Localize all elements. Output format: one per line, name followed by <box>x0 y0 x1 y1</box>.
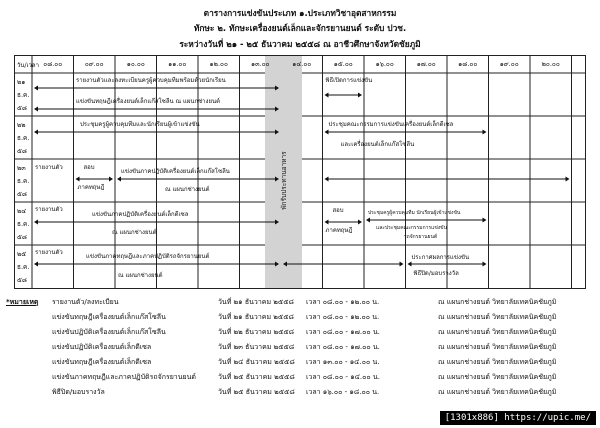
note-date: วันที่ ๒๕ ธันวาคม ๒๕๕๘ <box>218 388 295 396</box>
image-size-watermark: [1301x886] https://upic.me/ <box>440 411 596 425</box>
day-month: ธ.ค. <box>17 177 30 185</box>
event-location: ณ แผนกช่างยนต์ <box>118 272 163 279</box>
event-practical-diesel: แข่งขันภาคปฏิบัติเครื่องยนต์เล็กดีเซล <box>92 211 189 218</box>
notes-section <box>6 295 592 403</box>
day-year: ๕๘ <box>17 233 27 241</box>
event-diesel-committee-meeting: ประชุมคณะกรรมการแข่งขันเครื่องยนต์เล็กดีเซล <box>328 121 454 128</box>
day-year: ๕๘ <box>17 147 27 155</box>
note-date: วันที่ ๒๕ ธันวาคม ๒๕๕๘ <box>218 373 295 381</box>
event-practical-gasoline: แข่งขันภาคปฏิบัติเครื่องยนต์เล็กแก๊สโซลีน <box>121 168 230 175</box>
event-closing-ceremony: พิธีปิด/มอบรางวัล <box>413 270 459 277</box>
note-place: ณ แผนกช่างยนต์ วิทยาลัยเทคนิคชัยภูมิ <box>438 328 557 336</box>
note-event: รายงานตัว/ลงทะเบียน <box>52 298 119 306</box>
note-event: พิธีปิด/มอบรางวัล <box>52 388 105 396</box>
note-time: เวลา ๐๘.๐๐ - ๑๔.๐๐ น. <box>306 373 380 381</box>
note-time: เวลา ๐๘.๐๐ - ๑๒.๐๐ น. <box>306 313 380 321</box>
day-month: ธ.ค. <box>17 91 30 99</box>
note-date: วันที่ ๒๓ ธันวาคม ๒๕๕๘ <box>218 343 295 351</box>
event-location: ณ แผนกช่างยนต์ <box>165 186 210 193</box>
arrow-exam <box>76 177 114 182</box>
event-exam: สอบ <box>83 164 95 171</box>
event-team-meeting: ประชุมครูผู้ควบคุมทีมและนักเรียนผู้เข้าแข่งขัน <box>80 121 200 128</box>
day-year: ๕๘ <box>17 276 27 284</box>
notes-row <box>6 370 592 384</box>
day-number: ๒๑ <box>17 78 26 86</box>
note-date: วันที่ ๒๔ ธันวาคม ๒๕๕๘ <box>218 358 295 366</box>
schedule-grid <box>14 55 586 289</box>
time-header: ๐๘.๐๐ <box>43 60 63 68</box>
note-place: ณ แผนกช่างยนต์ วิทยาลัยเทคนิคชัยภูมิ <box>438 343 557 351</box>
notes-row <box>6 355 592 369</box>
day-number: ๒๔ <box>17 207 27 215</box>
arrow-motorcycle-meeting <box>366 218 487 223</box>
note-event: แข่งขันปฏิบัติเครื่องยนต์เล็กแก๊สโซลีน <box>52 328 166 336</box>
event-exam: สอบ <box>332 207 344 214</box>
day-year: ๕๘ <box>17 104 27 112</box>
event-location: ณ แผนกช่างยนต์ <box>112 229 157 236</box>
event-theory-part: ภาคทฤษฎี <box>325 227 353 234</box>
note-date: วันที่ ๒๒ ธันวาคม ๒๕๕๘ <box>218 328 295 336</box>
note-date: วันที่ ๒๑ ธันวาคม ๒๕๕๘ <box>218 313 294 321</box>
note-time: เวลา ๐๘.๐๐ - ๑๗.๐๐ น. <box>306 343 380 351</box>
notes-row <box>6 340 592 354</box>
note-place: ณ แผนกช่างยนต์ วิทยาลัยเทคนิคชัยภูมิ <box>438 373 557 381</box>
event-theory-part: ภาคทฤษฎี <box>77 184 105 191</box>
time-header: ๑๓.๐๐ <box>250 60 270 68</box>
note-place: ณ แผนกช่างยนต์ วิทยาลัยเทคนิคชัยภูมิ <box>438 358 557 366</box>
note-time: เวลา ๐๘.๐๐ - ๑๒.๐๐ น. <box>306 298 380 306</box>
event-check-in: รายงานตัว <box>35 206 63 213</box>
time-header: ๑๑.๐๐ <box>168 60 187 68</box>
corner-label: วัน/เวลา <box>17 62 39 69</box>
day-number: ๒๕ <box>17 250 27 258</box>
time-header: ๑๐.๐๐ <box>126 60 145 68</box>
time-header: ๑๔.๐๐ <box>292 60 312 68</box>
day-number: ๒๓ <box>17 164 26 172</box>
time-header: ๑๘.๐๐ <box>458 60 478 68</box>
arrow-opening-ceremony <box>325 93 363 98</box>
note-place: ณ แผนกช่างยนต์ วิทยาลัยเทคนิคชัยภูมิ <box>438 298 557 306</box>
event-gasoline-engine: และเครื่องยนต์เล็กแก๊สโซลีน <box>340 141 415 148</box>
event-theory-gasoline: แข่งขันทฤษฎีเครื่องยนต์เล็กแก๊สโซลีน ณ แผนกช่างยนต์ <box>76 98 220 105</box>
time-header: ๒๐.๐๐ <box>541 60 560 68</box>
notes-label: *หมายเหตุ <box>6 298 39 306</box>
lunch-label: พักรับประทานอาหาร <box>280 151 288 210</box>
event-motorcycle: รถจักรยานยนต์ <box>404 234 438 240</box>
event-check-in: รายงานตัว <box>35 164 63 171</box>
event-motorcycle-meeting: ประชุมครูผู้ควบคุมทีม นักเรียนผู้เข้าแข่งขัน <box>368 210 461 216</box>
notes-row <box>6 295 592 309</box>
event-opening-ceremony: พิธีเปิดการแข่งขัน <box>325 77 373 84</box>
day-number: ๒๒ <box>17 121 26 129</box>
time-header: ๑๗.๐๐ <box>416 60 436 68</box>
day-month: ธ.ค. <box>17 220 30 228</box>
day-month: ธ.ค. <box>17 134 30 142</box>
note-event: แข่งขันปฏิบัติเครื่องยนต์เล็กดีเซล <box>52 343 152 351</box>
note-event: แข่งขันทฤษฎีเครื่องยนต์เล็กแก๊สโซลีน <box>52 313 166 321</box>
note-place: ณ แผนกช่างยนต์ วิทยาลัยเทคนิคชัยภูมิ <box>438 313 557 321</box>
arrow-exam <box>325 220 363 225</box>
time-header: ๑๒.๐๐ <box>209 60 228 68</box>
note-event: แข่งขันภาคทฤษฎีและภาคปฏิบัติรถจักรยานยนต์ <box>52 373 196 381</box>
note-date: วันที่ ๒๑ ธันวาคม ๒๕๕๘ <box>218 298 294 306</box>
schedule-subtitle: ทักษะ ๒. ทักษะเครื่องยนต์เล็กและจักรยานยนต์ ระดับ ปวช. <box>193 23 407 33</box>
day-month: ธ.ค. <box>17 263 30 271</box>
note-event: แข่งขันทฤษฎีเครื่องยนต์เล็กดีเซล <box>52 358 152 366</box>
time-header: ๑๙.๐๐ <box>499 60 519 68</box>
note-time: เวลา ๐๘.๐๐ - ๑๗.๐๐ น. <box>306 328 380 336</box>
event-motorcycle-committee: และประชุมคณะกรรมการแข่งขัน <box>376 225 448 231</box>
time-header: ๐๙.๐๐ <box>84 60 104 68</box>
notes-row <box>6 385 592 399</box>
event-registration: รายงานตัวและลงทะเบียนครูผู้ควบคุมทีมพร้อมด้วยนักเรียน <box>76 77 226 84</box>
notes-row <box>6 310 592 324</box>
event-motorcycle-competition: แข่งขันภาคทฤษฎีและภาคปฏิบัติรถจักรยานยนต์ <box>86 253 210 260</box>
event-check-in: รายงานตัว <box>35 249 63 256</box>
day-year: ๕๘ <box>17 190 27 198</box>
note-time: เวลา ๑๓.๐๐ - ๑๔.๐๐ น. <box>306 358 380 366</box>
schedule-title: ตารางการแข่งขันประเภท ๑.ประเภทวิชาอุตสาหกรรม <box>203 8 397 18</box>
schedule-date-range: ระหว่างวันที่ ๒๑ - ๒๕ ธันวาคม ๒๕๕๘ ณ อาชีวศึกษาจังหวัดชัยภูมิ <box>179 39 421 49</box>
note-time: เวลา ๑๖.๐๐ - ๑๘.๐๐ น. <box>306 388 380 396</box>
time-header: ๑๕.๐๐ <box>333 60 353 68</box>
note-place: ณ แผนกช่างยนต์ วิทยาลัยเทคนิคชัยภูมิ <box>438 388 557 396</box>
notes-row <box>6 325 592 339</box>
time-header: ๑๖.๐๐ <box>375 60 394 68</box>
event-results: ประกาศผลการแข่งขัน <box>411 254 470 261</box>
